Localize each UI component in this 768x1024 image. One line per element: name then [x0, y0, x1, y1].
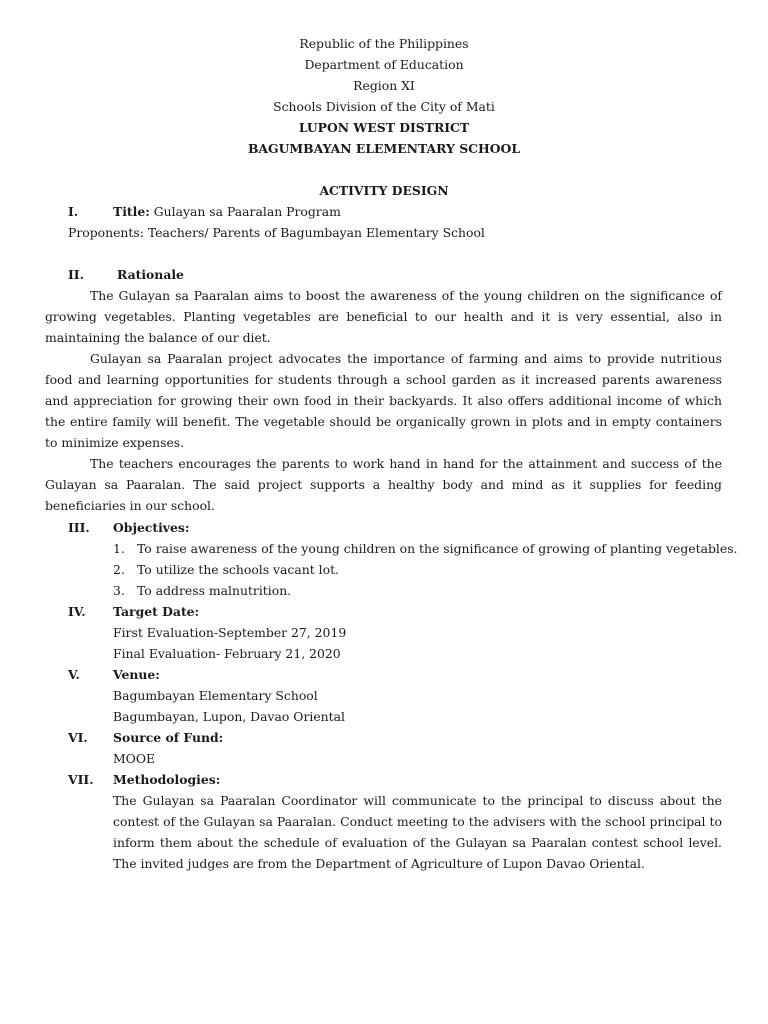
- section-1-number: I.: [68, 204, 79, 219]
- header-department: Department of Education: [304, 57, 464, 72]
- first-evaluation: First Evaluation-September 27, 2019: [113, 625, 347, 640]
- document-title: ACTIVITY DESIGN: [319, 183, 449, 198]
- rationale-paragraph-2: Gulayan sa Paaralan project advocates the importance of farming and aims to provide nutritious food and learning opportunities for students through a school garden as it increased parents awareness and appreciation for growing their own food in their backyards. It also offers additional income of which the entire family will benefit. The vegetable should be organically grown in plots and in empty containers to minimize expenses.: [45, 351, 722, 450]
- objective-item-1: 1. To raise awareness of the young children on the significance of growing of planting vegetables.: [113, 541, 738, 556]
- header-region: Region XI: [353, 78, 415, 93]
- rationale-heading: Rationale: [117, 267, 184, 282]
- objective-item-2: 2. To utilize the schools vacant lot.: [113, 562, 339, 577]
- section-1-title: [113, 204, 341, 219]
- final-evaluation: Final Evaluation- February 21, 2020: [113, 646, 341, 661]
- methodologies-paragraph: The Gulayan sa Paaralan Coordinator will communicate to the principal to discuss about the contest of the Gulayan sa Paaralan. Conduct meeting to the advisers with the school principal to inform them about the schedule of evaluation of the Gulayan sa Paaralan contest school level. The invited judges are from the Department of Agriculture of Lupon Davao Oriental.: [113, 793, 722, 871]
- header-republic: Republic of the Philippines: [299, 36, 469, 51]
- methodologies-heading: Methodologies:: [113, 772, 221, 787]
- section-6-number: VI.: [68, 730, 88, 745]
- proponents-line: Proponents: Teachers/ Parents of Bagumbayan Elementary School: [68, 225, 485, 240]
- venue-line-1: Bagumbayan Elementary School: [113, 688, 318, 703]
- section-7-number: VII.: [68, 772, 94, 787]
- header-district: LUPON WEST DISTRICT: [298, 120, 470, 135]
- venue-heading: Venue:: [113, 667, 160, 682]
- source-of-fund-value: MOOE: [113, 751, 156, 766]
- source-of-fund-heading: Source of Fund:: [113, 730, 224, 745]
- section-3-number: III.: [68, 520, 90, 535]
- section-5-number: V.: [68, 667, 80, 682]
- section-4-number: IV.: [68, 604, 86, 619]
- section-2-number: II.: [68, 267, 84, 282]
- header-school: BAGUMBAYAN ELEMENTARY SCHOOL: [247, 141, 521, 156]
- target-date-heading: Target Date:: [113, 604, 200, 619]
- title-value: Gulayan sa Paaralan Program: [149, 204, 341, 219]
- rationale-paragraph-3: The teachers encourages the parents to work hand in hand for the attainment and success of the Gulayan sa Paaralan. The said project supports a healthy body and mind as it supplies for feeding beneficiaries in our school.: [45, 456, 722, 513]
- title-label: Title:: [113, 204, 150, 219]
- venue-line-2: Bagumbayan, Lupon, Davao Oriental: [113, 709, 345, 724]
- objective-item-3: 3. To address malnutrition.: [113, 583, 292, 598]
- rationale-paragraph-1: The Gulayan sa Paaralan aims to boost the awareness of the young children on the significance of growing vegetables. Planting vegetables are beneficial to our health and it is very essential, also in maintaining the balance of our diet.: [45, 288, 722, 345]
- objectives-heading: Objectives:: [113, 520, 190, 535]
- header-division: Schools Division of the City of Mati: [273, 99, 495, 114]
